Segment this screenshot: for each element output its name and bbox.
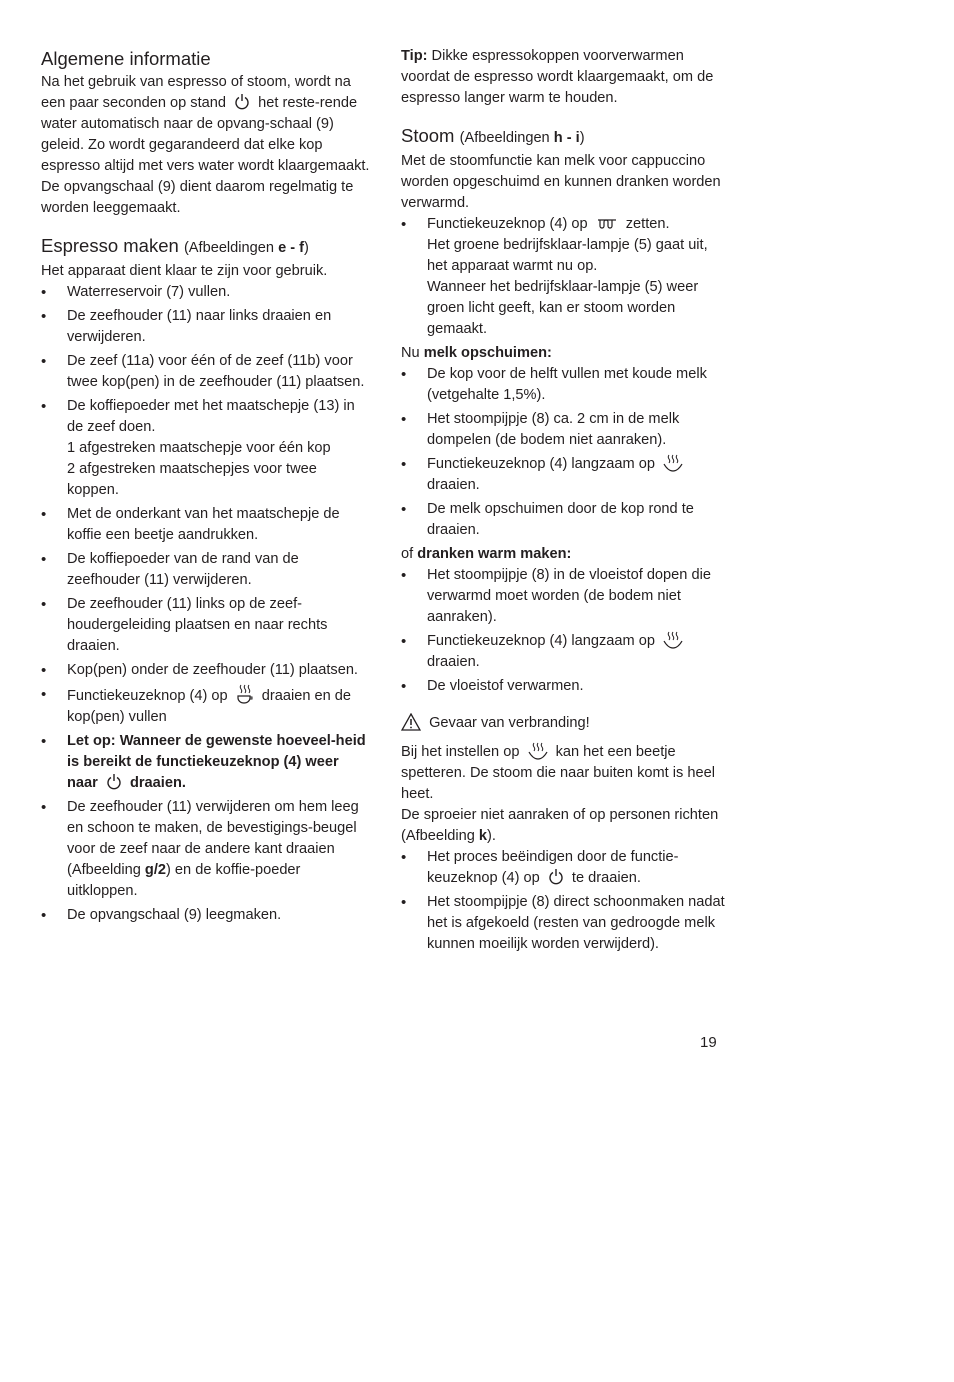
list-item: • Functiekeuzeknop (4) langzaam op draaien.	[401, 454, 731, 496]
power-icon	[106, 773, 122, 791]
list-item: • Kop(pen) onder de zeefhouder (11) plaatsen.	[41, 660, 371, 681]
list-item: • Functiekeuzeknop (4) langzaam op draaien.	[401, 631, 731, 673]
list-item: • De zeef (11a) voor één of de zeef (11b) voor twee kop(pen) in de zeefhouder (11) plaatsen.	[41, 351, 371, 393]
list-item: • De zeefhouder (11) links op de zeef-houdergeleiding plaatsen en naar rechts draaien.	[41, 594, 371, 657]
milk-froth-label: Nu melk opschuimen:	[401, 345, 552, 361]
general-info-paragraph: Na het gebruik van espresso of stoom, wordt na een paar seconden op stand het reste-rende water automatisch naar de opvang-schaal (9) geleid. Zo wordt gegarandeerd dat elke kop espresso altijd met vers water wordt klaargemaakt. De opvangschaal (9) dient daarom regelmatig te worden leeggemaakt.	[41, 74, 370, 216]
steam-intro: Met de stoomfunctie kan melk voor cappuccino worden opgeschuimd en kunnen dranken worden verwarmd.	[401, 153, 721, 211]
list-item: • De vloeistof verwarmen.	[401, 676, 731, 697]
milk-froth-list	[401, 364, 731, 541]
tip-paragraph: Tip: Dikke espressokoppen voorverwarmen voordat de espresso wordt klaargemaakt, om de espresso langer warm te houden.	[401, 48, 714, 106]
warning-triangle-icon	[401, 713, 421, 731]
list-item: • Met de onderkant van het maatschepje de koffie een beetje aandrukken.	[41, 504, 371, 546]
list-item: • Waterreservoir (7) vullen.	[41, 282, 371, 303]
list-item: • Het stoompijpje (8) direct schoonmaken nadat het is afgekoeld (resten van gedroogde melk kunnen moeilijk worden verwijderd).	[401, 892, 731, 955]
espresso-intro: Het apparaat dient klaar te zijn voor gebruik.	[41, 263, 328, 279]
warm-drinks-list	[401, 565, 731, 697]
heating-icon	[596, 216, 618, 232]
list-item: • Let op: Wanneer de gewenste hoeveel-heid is bereikt de functiekeuzeknop (4) weer naar draaien.	[41, 731, 371, 794]
heading-algemene-informatie: Algemene informatie	[41, 48, 211, 69]
heading-stoom: Stoom (Afbeeldingen h - i)	[401, 125, 585, 146]
list-item: • Functiekeuzeknop (4) op draaien en de kop(pen) vullen	[41, 684, 371, 728]
espresso-steps-list	[41, 282, 371, 926]
steam-icon	[528, 742, 548, 760]
list-item: • De zeefhouder (11) naar links draaien en verwijderen.	[41, 306, 371, 348]
steam-icon	[663, 631, 683, 649]
espresso-cup-icon	[236, 684, 254, 704]
steam-icon	[663, 454, 683, 472]
heading-espresso-maken: Espresso maken (Afbeeldingen e - f)	[41, 235, 309, 256]
list-item: • De zeefhouder (11) verwijderen om hem leeg en schoon te maken, de bevestigings-beugel voor de zeef naar de andere kant draaien (Afbeelding g/2) en de koffie-poeder uitkloppen.	[41, 797, 371, 902]
right-column	[401, 46, 731, 958]
list-item: • De koffiepoeder met het maatschepje (13) in de zeef doen. 1 afgestreken maatschepje voor één kop 2 afgestreken maatschepjes voor twee koppen.	[41, 396, 371, 501]
steam-steps-list	[401, 214, 731, 340]
power-icon	[234, 93, 250, 111]
burn-warning-heading: Gevaar van verbranding!	[401, 713, 731, 734]
warm-drinks-label: of dranken warm maken:	[401, 546, 572, 562]
list-item: • Functiekeuzeknop (4) op zetten. Het groene bedrijfsklaar-lampje (5) gaat uit, het apparaat warmt nu op. Wanneer het bedrijfsklaar-lampje (5) weer groen licht geeft, kan er stoom worden gemaakt.	[401, 214, 731, 340]
list-item: • Het stoompijpje (8) ca. 2 cm in de melk dompelen (de bodem niet aanraken).	[401, 409, 731, 451]
end-steps-list	[401, 847, 731, 955]
left-column	[41, 46, 371, 929]
list-item: • De kop voor de helft vullen met koude melk (vetgehalte 1,5%).	[401, 364, 731, 406]
list-item: • De koffiepoeder van de rand van de zeefhouder (11) verwijderen.	[41, 549, 371, 591]
page-number: 19	[700, 1034, 717, 1051]
list-item: • De melk opschuimen door de kop rond te draaien.	[401, 499, 731, 541]
warning-text: Bij het instellen op kan het een beetje spetteren. De stoom die naar buiten komt is heel heet.	[401, 744, 715, 802]
list-item: • Het stoompijpje (8) in de vloeistof dopen die verwarmd moet worden (de bodem niet aanraken).	[401, 565, 731, 628]
power-icon	[548, 868, 564, 886]
warning-text-2: De sproeier niet aanraken of op personen richten (Afbeelding k).	[401, 807, 719, 844]
list-item: • Het proces beëindigen door de functie-keuzeknop (4) op te draaien.	[401, 847, 731, 889]
list-item: • De opvangschaal (9) leegmaken.	[41, 905, 371, 926]
